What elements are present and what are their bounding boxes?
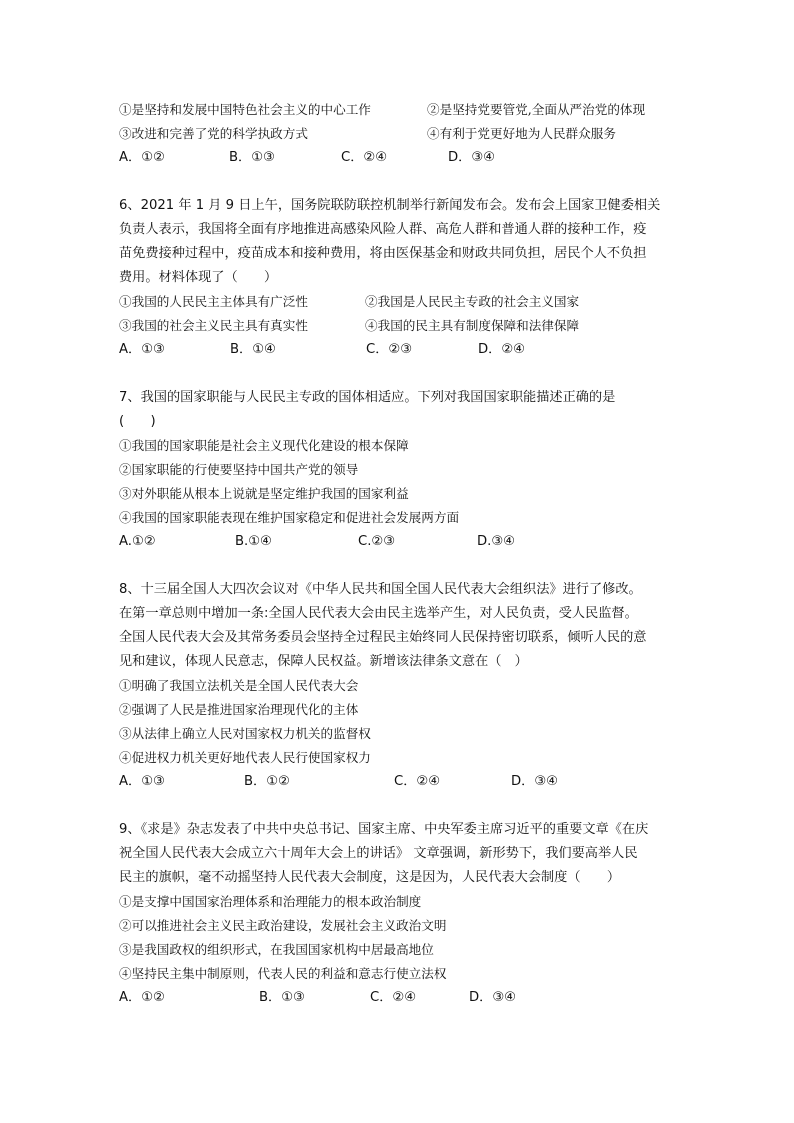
q8-choice-b[interactable]: B．①② xyxy=(244,774,290,789)
q9-option-4: ④坚持民主集中制原则，代表人民的利益和意志行使立法权 xyxy=(119,966,447,981)
q5-choice-a[interactable]: A．①② xyxy=(119,150,165,165)
q5-option-4: ④有利于党更好地为人民群众服务 xyxy=(427,126,616,141)
q8-option-2: ②强调了人民是推进国家治理现代化的主体 xyxy=(119,702,359,717)
q9-choice-b[interactable]: B．①③ xyxy=(259,990,305,1005)
q7-stem-line-1: 7、我国的国家职能与人民民主专政的国体相适应。下列对我国国家职能描述正确的是 xyxy=(119,390,616,405)
q9-stem-line-1: 9、《求是》杂志发表了中共中央总书记、国家主席、中央军委主席习近平的重要文章《在庆 xyxy=(119,822,649,837)
q9-option-2: ②可以推进社会主义民主政治建设，发展社会主义政治文明 xyxy=(119,918,447,933)
q6-choices xyxy=(119,338,679,362)
q7-choices xyxy=(119,530,679,554)
q5-choice-b[interactable]: B．①③ xyxy=(229,150,275,165)
q7-option-4: ④我国的国家职能表现在维护国家稳定和促进社会发展两方面 xyxy=(119,510,460,525)
q6-stem-line-3: 苗免费接种过程中，疫苗成本和接种费用，将由医保基金和财政共同负担，居民个人不负担 xyxy=(119,246,647,261)
q6-options-row-2 xyxy=(119,314,679,338)
q5-option-2: ②是坚持党要管党,全面从严治党的体现 xyxy=(427,102,646,117)
q9-choice-d[interactable]: D．③④ xyxy=(469,990,516,1005)
q8-stem-line-4: 见和建议，体现人民意志，保障人民权益。新增该法律条文意在（ ） xyxy=(119,654,528,669)
q9-stem-line-3: 民主的旗帜，毫不动摇坚持人民代表大会制度，这是因为，人民代表大会制度（ ） xyxy=(119,870,621,885)
q8-option-1: ①明确了我国立法机关是全国人民代表大会 xyxy=(119,678,359,693)
q7-option-1: ①我国的国家职能是社会主义现代化建设的根本保障 xyxy=(119,438,409,453)
q5-choices xyxy=(119,146,679,170)
q6-stem-line-2: 负责人表示，我国将全面有序地推进高感染风险人群、高危人群和普通人群的接种工作，疫 xyxy=(119,222,647,237)
q6-choice-c[interactable]: C．②③ xyxy=(366,342,413,357)
q9-choice-c[interactable]: C．②④ xyxy=(370,990,417,1005)
q8-option-3: ③从法律上确立人民对国家权力机关的监督权 xyxy=(119,726,371,741)
q8-choice-d[interactable]: D．③④ xyxy=(511,774,558,789)
q6-options-row-1 xyxy=(119,290,679,314)
q5-choice-d[interactable]: D．③④ xyxy=(448,150,495,165)
q9-stem-line-2: 祝全国人民代表大会成立六十周年大会上的讲话》 文章强调，新形势下，我们要高举人民 xyxy=(119,846,638,861)
q5-option-1: ①是坚持和发展中国特色社会主义的中心工作 xyxy=(119,102,371,117)
q7-choice-b[interactable]: B.①④ xyxy=(235,534,272,549)
q5-options-row-2 xyxy=(119,122,679,146)
q8-stem-line-3: 全国人民代表大会及其常务委员会坚持全过程民主始终同人民保持密切联系，倾听人民的意 xyxy=(119,630,647,645)
q6-stem-line-4: 费用。材料体现了（ ） xyxy=(119,270,278,285)
q9-option-1: ①是支撑中国国家治理体系和治理能力的根本政治制度 xyxy=(119,894,422,909)
q9-choice-a[interactable]: A．①② xyxy=(119,990,165,1005)
q7-choice-a[interactable]: A.①② xyxy=(119,534,156,549)
q8-choice-c[interactable]: C．②④ xyxy=(394,774,441,789)
q6-option-2: ②我国是人民民主专政的社会主义国家 xyxy=(365,294,580,309)
q6-choice-a[interactable]: A．①③ xyxy=(119,342,165,357)
q5-options-row-1 xyxy=(119,98,679,122)
q8-stem-line-2: 在第一章总则中增加一条:全国人民代表大会由民主选举产生，对人民负责，受人民监督。 xyxy=(119,606,638,621)
q6-stem-line-1: 6、2021 年 1 月 9 日上午，国务院联防联控机制举行新闻发布会。发布会上国家卫健委相关 xyxy=(119,198,661,213)
q6-choice-d[interactable]: D．②④ xyxy=(478,342,525,357)
q9-choices xyxy=(119,986,679,1010)
q5-choice-c[interactable]: C．②④ xyxy=(341,150,388,165)
q9-option-3: ③是我国政权的组织形式，在我国国家机构中居最高地位 xyxy=(119,942,434,957)
q5-option-3: ③改进和完善了党的科学执政方式 xyxy=(119,126,308,141)
q7-stem-line-2: ( ) xyxy=(119,414,156,429)
q8-choices xyxy=(119,770,679,794)
q7-choice-d[interactable]: D.③④ xyxy=(477,534,515,549)
q8-option-4: ④促进权力机关更好地代表人民行使国家权力 xyxy=(119,750,371,765)
q6-choice-b[interactable]: B．①④ xyxy=(230,342,276,357)
q8-choice-a[interactable]: A．①③ xyxy=(119,774,165,789)
q6-option-1: ①我国的人民民主主体具有广泛性 xyxy=(119,294,308,309)
q8-stem-line-1: 8、十三届全国人大四次会议对《中华人民共和国全国人民代表大会组织法》进行了修改。 xyxy=(119,582,642,597)
q7-option-2: ②国家职能的行使要坚持中国共产党的领导 xyxy=(119,462,359,477)
q7-choice-c[interactable]: C.②③ xyxy=(358,534,396,549)
q6-option-3: ③我国的社会主义民主具有真实性 xyxy=(119,318,308,333)
q7-option-3: ③对外职能从根本上说就是坚定维护我国的国家利益 xyxy=(119,486,409,501)
q6-option-4: ④我国的民主具有制度保障和法律保障 xyxy=(365,318,580,333)
